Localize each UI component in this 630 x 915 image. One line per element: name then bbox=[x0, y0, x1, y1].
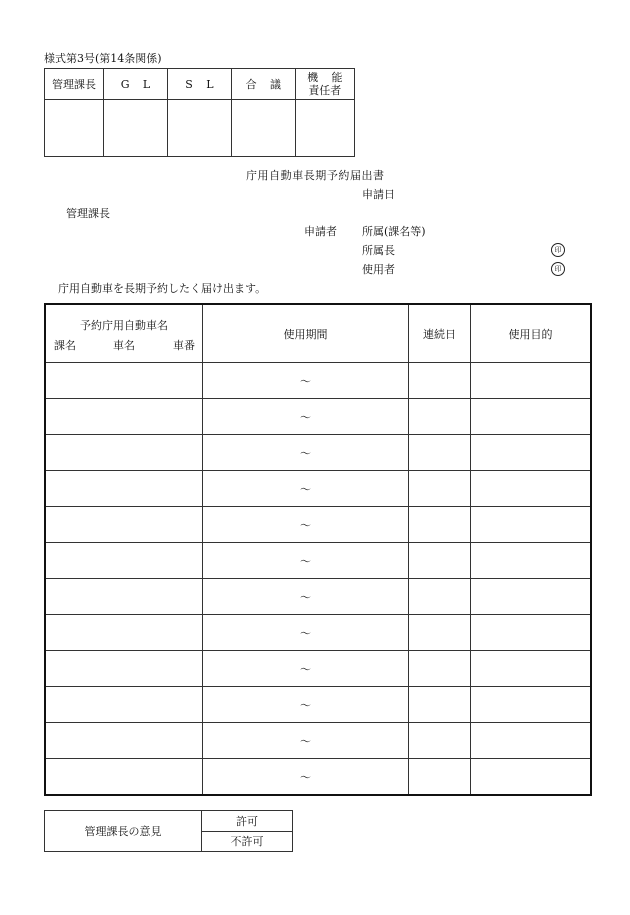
purpose-cell[interactable] bbox=[471, 687, 592, 723]
stamp-cell-sl[interactable] bbox=[167, 100, 231, 157]
stamp-cell-gl[interactable] bbox=[104, 100, 168, 157]
approval-header-manager: 管理課長 bbox=[45, 69, 104, 100]
period-cell[interactable]: ～ bbox=[203, 507, 409, 543]
approval-header-owner: 責任者 bbox=[308, 84, 342, 97]
seal-icon: 印 bbox=[551, 242, 565, 257]
purpose-cell[interactable] bbox=[471, 471, 592, 507]
statement: 庁用自動車を長期予約したく届け出ます。 bbox=[58, 282, 267, 295]
consecutive-days-cell[interactable] bbox=[409, 435, 471, 471]
consecutive-days-cell[interactable] bbox=[409, 363, 471, 399]
consecutive-days-header: 連続日 bbox=[409, 304, 471, 363]
reservation-row bbox=[45, 579, 591, 615]
reservation-table bbox=[44, 303, 592, 796]
purpose-cell[interactable] bbox=[471, 399, 592, 435]
subheader-section: 課名 bbox=[54, 339, 76, 352]
manager-opinion-label: 管理課長の意見 bbox=[45, 811, 202, 852]
approval-header-sl: S L bbox=[167, 69, 231, 100]
vehicle-cell[interactable] bbox=[45, 507, 203, 543]
reservation-row bbox=[45, 687, 591, 723]
period-cell[interactable]: ～ bbox=[203, 651, 409, 687]
approval-header-function: 機 能 bbox=[307, 71, 348, 84]
reservation-row bbox=[45, 723, 591, 759]
option-permit[interactable]: 許可 bbox=[202, 811, 293, 832]
seal-icon: 印 bbox=[551, 261, 565, 276]
period-cell[interactable]: ～ bbox=[203, 615, 409, 651]
consecutive-days-cell[interactable] bbox=[409, 507, 471, 543]
subheader-vehicle-name: 車名 bbox=[113, 339, 135, 352]
purpose-cell[interactable] bbox=[471, 507, 592, 543]
period-cell[interactable]: ～ bbox=[203, 435, 409, 471]
vehicle-cell[interactable] bbox=[45, 579, 203, 615]
reservation-row bbox=[45, 363, 591, 399]
applicant-department-label: 所属(課名等) bbox=[362, 225, 426, 238]
period-cell[interactable]: ～ bbox=[203, 363, 409, 399]
period-cell[interactable]: ～ bbox=[203, 579, 409, 615]
reservation-row bbox=[45, 507, 591, 543]
consecutive-days-cell[interactable] bbox=[409, 723, 471, 759]
consecutive-days-cell[interactable] bbox=[409, 759, 471, 796]
approval-header-consultation: 合 議 bbox=[231, 69, 295, 100]
approval-stamp-box bbox=[44, 68, 355, 157]
purpose-cell[interactable] bbox=[471, 615, 592, 651]
consecutive-days-cell[interactable] bbox=[409, 399, 471, 435]
reservation-row bbox=[45, 399, 591, 435]
vehicle-cell[interactable] bbox=[45, 651, 203, 687]
stamp-cell-consultation[interactable] bbox=[231, 100, 295, 157]
consecutive-days-cell[interactable] bbox=[409, 543, 471, 579]
vehicle-cell[interactable] bbox=[45, 543, 203, 579]
purpose-cell[interactable] bbox=[471, 543, 592, 579]
consecutive-days-cell[interactable] bbox=[409, 615, 471, 651]
consecutive-days-cell[interactable] bbox=[409, 471, 471, 507]
purpose-cell[interactable] bbox=[471, 723, 592, 759]
approval-header-gl: G L bbox=[104, 69, 168, 100]
purpose-cell[interactable] bbox=[471, 363, 592, 399]
vehicle-header-block bbox=[46, 305, 202, 362]
applicant-label: 申請者 bbox=[304, 225, 337, 238]
approval-header-function-owner bbox=[295, 69, 354, 100]
period-cell[interactable]: ～ bbox=[203, 399, 409, 435]
consecutive-days-cell[interactable] bbox=[409, 687, 471, 723]
vehicle-cell[interactable] bbox=[45, 435, 203, 471]
vehicle-header: 予約庁用自動車名 bbox=[80, 319, 168, 332]
vehicle-cell[interactable] bbox=[45, 687, 203, 723]
applicant-head-label: 所属長 bbox=[362, 244, 395, 257]
vehicle-cell[interactable] bbox=[45, 615, 203, 651]
vehicle-cell[interactable] bbox=[45, 471, 203, 507]
reservation-row bbox=[45, 543, 591, 579]
stamp-cell-function-owner[interactable] bbox=[295, 100, 354, 157]
reservation-table-header bbox=[45, 304, 591, 363]
subheader-plate-number: 車番 bbox=[173, 339, 195, 352]
purpose-cell[interactable] bbox=[471, 651, 592, 687]
period-cell[interactable]: ～ bbox=[203, 759, 409, 796]
period-header: 使用期間 bbox=[203, 304, 409, 363]
reservation-row bbox=[45, 651, 591, 687]
period-cell[interactable]: ～ bbox=[203, 723, 409, 759]
purpose-header: 使用目的 bbox=[471, 304, 592, 363]
period-cell[interactable]: ～ bbox=[203, 687, 409, 723]
vehicle-header-cell bbox=[45, 304, 203, 363]
vehicle-cell[interactable] bbox=[45, 759, 203, 796]
vehicle-cell[interactable] bbox=[45, 723, 203, 759]
consecutive-days-cell[interactable] bbox=[409, 579, 471, 615]
stamp-cell-manager[interactable] bbox=[45, 100, 104, 157]
applicant-user-label: 使用者 bbox=[362, 263, 395, 276]
purpose-cell[interactable] bbox=[471, 759, 592, 796]
reservation-row bbox=[45, 759, 591, 796]
manager-opinion-box bbox=[44, 810, 293, 852]
consecutive-days-cell[interactable] bbox=[409, 651, 471, 687]
purpose-cell[interactable] bbox=[471, 435, 592, 471]
reservation-row bbox=[45, 615, 591, 651]
application-date-label: 申請日 bbox=[362, 188, 395, 201]
vehicle-cell[interactable] bbox=[45, 399, 203, 435]
reservation-row bbox=[45, 435, 591, 471]
purpose-cell[interactable] bbox=[471, 579, 592, 615]
period-cell[interactable]: ～ bbox=[203, 471, 409, 507]
document-title: 庁用自動車長期予約届出書 bbox=[246, 169, 385, 182]
vehicle-cell[interactable] bbox=[45, 363, 203, 399]
period-cell[interactable]: ～ bbox=[203, 543, 409, 579]
form-number: 様式第3号(第14条関係) bbox=[44, 52, 162, 65]
reservation-row bbox=[45, 471, 591, 507]
addressee: 管理課長 bbox=[66, 207, 110, 220]
option-deny[interactable]: 不許可 bbox=[202, 831, 293, 852]
